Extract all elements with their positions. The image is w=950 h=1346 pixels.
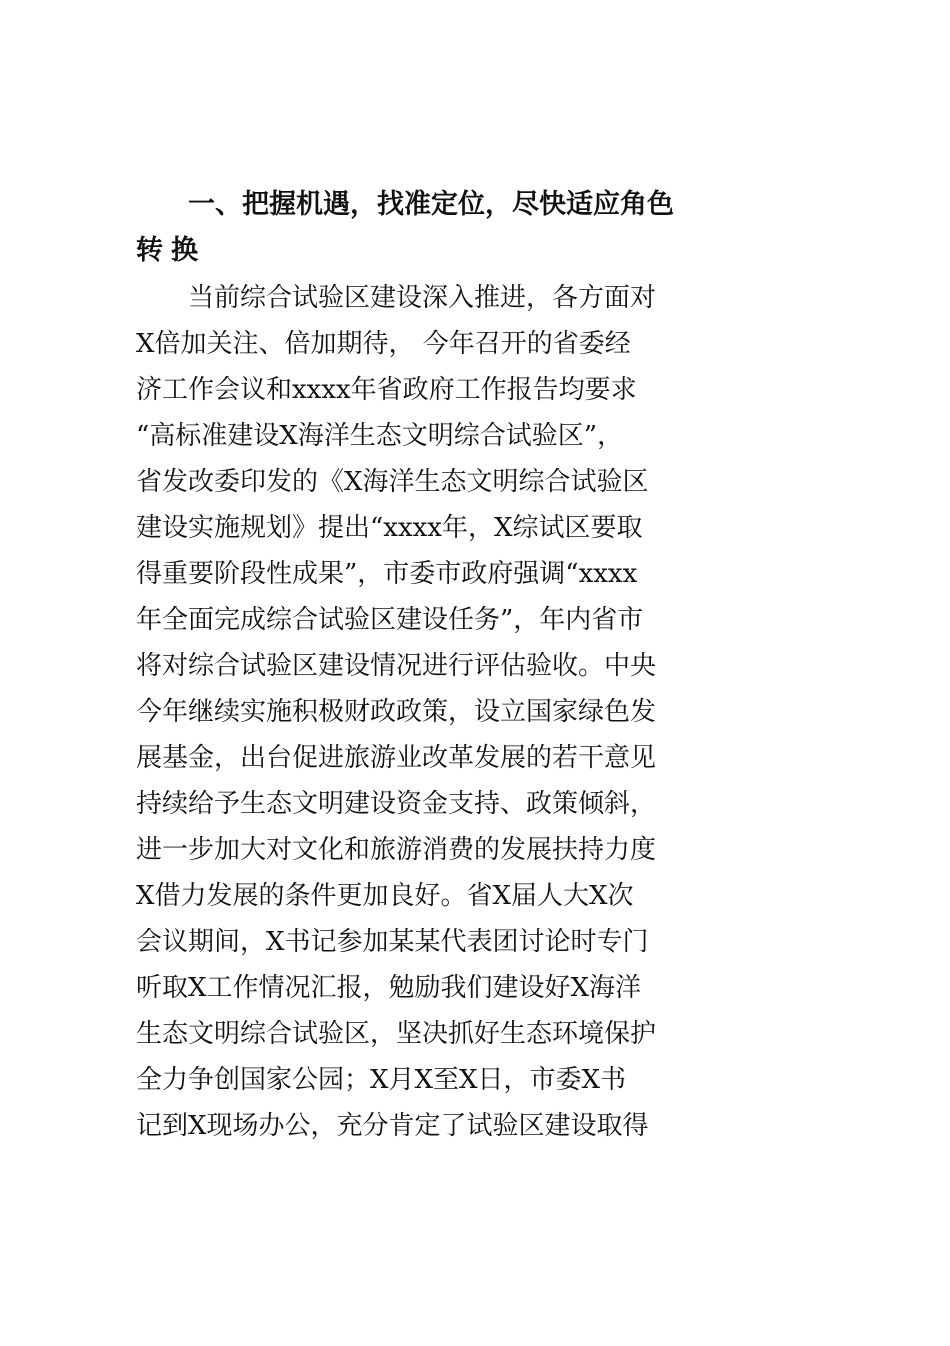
paragraph-line: 今年继续实施积极财政政策，设立国家绿色发 bbox=[136, 697, 657, 727]
paragraph-line: X倍加关注、倍加期待， 今年召开的省委经 bbox=[136, 329, 631, 359]
paragraph-line: 建设实施规划》提出“xxxx年，X综试区要取 bbox=[136, 513, 643, 543]
paragraph-line: 全力争创国家公园；X月X至X日，市委X书 bbox=[136, 1065, 627, 1095]
paragraph-line: 记到X现场办公，充分肯定了试验区建设取得 bbox=[136, 1111, 649, 1141]
paragraph-line: 省发改委印发的《X海洋生态文明综合试验区 bbox=[136, 467, 649, 497]
paragraph-line: X借力发展的条件更加良好。省X届人大X次 bbox=[136, 881, 634, 911]
section-heading-line-2: 转换 bbox=[136, 235, 206, 266]
paragraph-line: 当前综合试验区建设深入推进，各方面对 bbox=[188, 283, 657, 313]
paragraph-line: 听取X工作情况汇报，勉励我们建设好X海洋 bbox=[136, 973, 642, 1003]
paragraph-line: 会议期间，X书记参加某某代表团讨论时专门 bbox=[136, 927, 649, 957]
paragraph-line: 将对综合试验区建设情况进行评估验收。中央 bbox=[136, 651, 657, 681]
paragraph-line: 济工作会议和xxxx年省政府工作报告均要求 bbox=[136, 375, 637, 405]
paragraph-line: 年全面完成综合试验区建设任务”，年内省市 bbox=[136, 605, 644, 635]
paragraph-line: 生态文明综合试验区，坚决抓好生态环境保护 bbox=[136, 1019, 657, 1049]
paragraph-line: 展基金，出台促进旅游业改革发展的若干意见 bbox=[136, 743, 657, 773]
paragraph-line: 得重要阶段性成果”，市委市政府强调“xxxx bbox=[136, 559, 638, 589]
paragraph-line: 进一步加大对文化和旅游消费的发展扶持力度 bbox=[136, 835, 657, 865]
paragraph-line: “高标准建设X海洋生态文明综合试验区”， bbox=[136, 421, 624, 451]
section-heading-line-1: 一、把握机遇，找准定位，尽快适应角色 bbox=[188, 189, 674, 220]
paragraph-line: 持续给予生态文明建设资金支持、政策倾斜， bbox=[136, 789, 657, 819]
